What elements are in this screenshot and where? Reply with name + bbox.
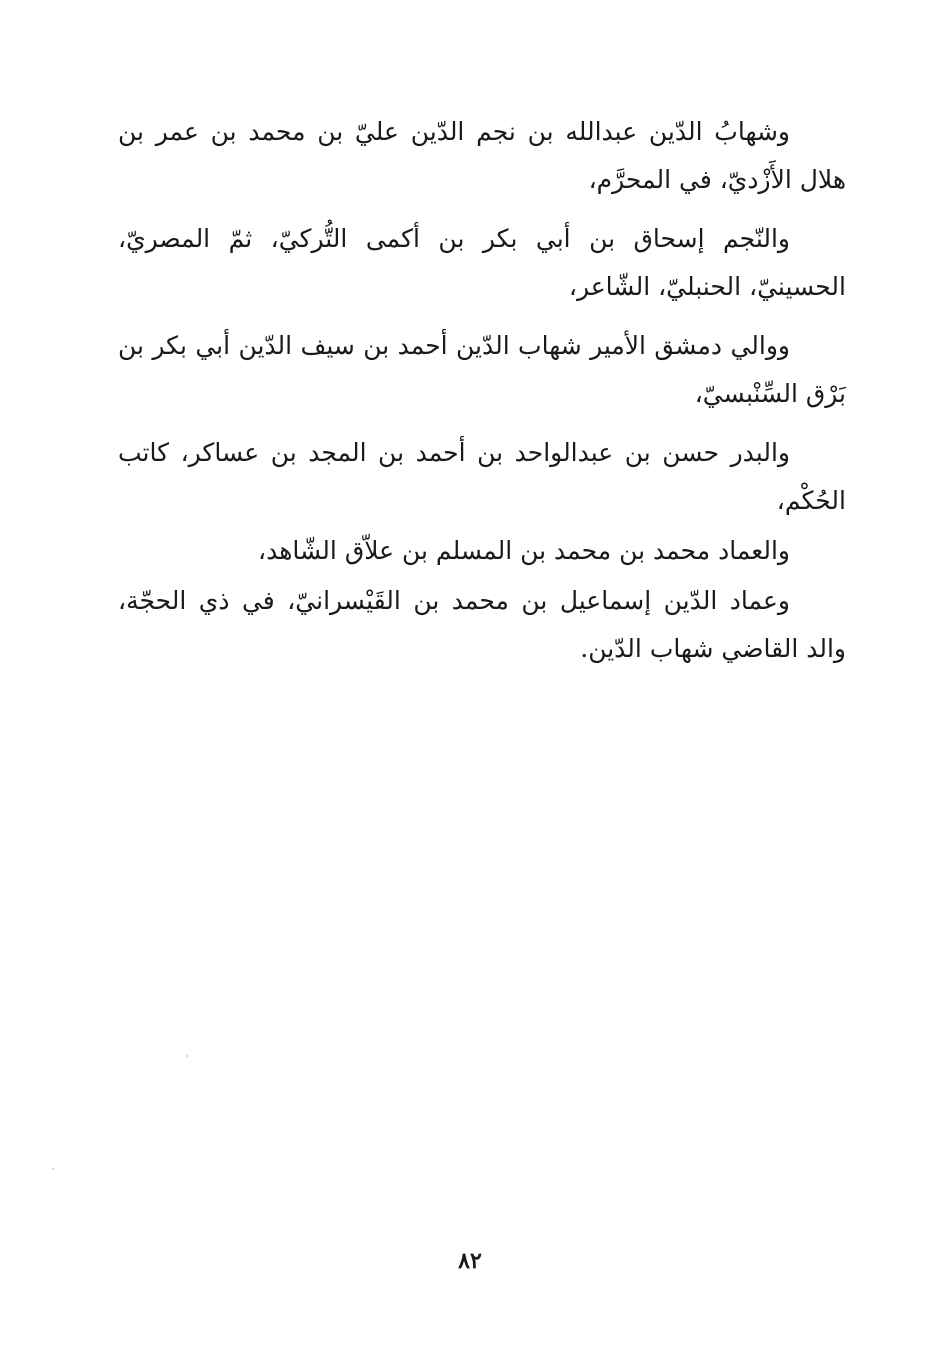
- scan-speck: [186, 1055, 188, 1057]
- paragraph-5: والعماد محمد بن محمد بن المسلم بن علاّق الشّاهد،: [258, 536, 790, 565]
- scan-speck: [52, 1168, 54, 1170]
- paragraph-3: ووالي دمشق الأمير شهاب الدّين أحمد بن سيف الدّين أبي بكر بن بَرْق السِّنْبسيّ،: [118, 331, 846, 408]
- paragraph-6: وعماد الدّين إسماعيل بن محمد بن القَيْسرانيّ، في ذي الحجّة، والد القاضي شهاب الدّين.: [118, 586, 846, 663]
- paragraph-2: والنّجم إسحاق بن أبي بكر بن أكمى التُّركيّ، ثمّ المصريّ، الحسينيّ، الحنبليّ، الشّاعر،: [118, 224, 846, 301]
- body-text: [118, 108, 846, 684]
- page-number: ٨٢: [458, 1248, 482, 1274]
- paragraph-4: والبدر حسن بن عبدالواحد بن أحمد بن المجد بن عساكر، كاتب الحُكْم،: [118, 438, 846, 515]
- paragraph-1: وشهابُ الدّين عبدالله بن نجم الدّين عليّ بن محمد بن عمر بن هلال الأَزْديّ، في المحرَّم،: [118, 117, 846, 194]
